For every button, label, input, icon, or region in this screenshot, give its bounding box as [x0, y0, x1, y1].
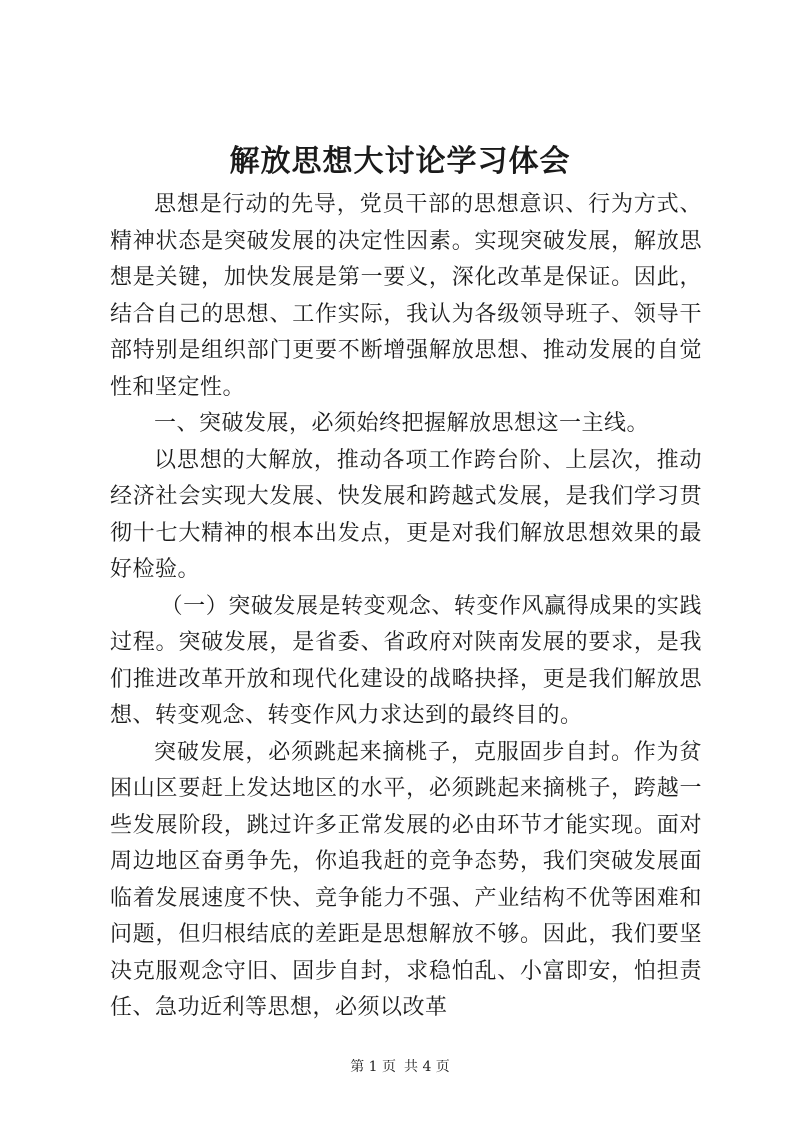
paragraph-subsection-one: （一）突破发展是转变观念、转变作风赢得成果的实践过程。突破发展，是省委、省政府对陕南发展的要求，是我们推进改革开放和现代化建设的战略抉择，更是我们解放思想、转变观念、转变作风力求达到的最终目的。	[110, 593, 702, 728]
document-body	[110, 187, 702, 1027]
page-total: 共 4 页	[404, 1059, 450, 1075]
page-footer	[0, 1057, 800, 1077]
page-number: 第 1 页	[350, 1059, 396, 1075]
paragraph-intro: 思想是行动的先导，党员干部的思想意识、行为方式、精神状态是突破发展的决定性因素。实现突破发展，解放思想是关键，加快发展是第一要义，深化改革是保证。因此，结合自己的思想、工作实际，我认为各级领导班子、领导干部特别是组织部门更要不断增强解放思想、推动发展的自觉性和坚定性。	[110, 192, 702, 400]
paragraph-section-one: 以思想的大解放，推动各项工作跨台阶、上层次，推动经济社会实现大发展、快发展和跨越式发展，是我们学习贯彻十七大精神的根本出发点，更是对我们解放思想效果的最好检验。	[110, 447, 702, 582]
document-title: 解放思想大讨论学习体会	[229, 144, 571, 179]
paragraph-breakthrough: 突破发展，必须跳起来摘桃子，克服固步自封。作为贫困山区要赶上发达地区的水平，必须跳起来摘桃子，跨越一些发展阶段，跳过许多正常发展的必由环节才能实现。面对周边地区奋勇争先，你追我赶的竞争态势，我们突破发展面临着发展速度不快、竞争能力不强、产业结构不优等困难和问题，但归根结底的差距是思想解放不够。因此，我们要坚决克服观念守旧、固步自封，求稳怕乱、小富即安，怕担责任、急功近利等思想，必须以改革	[110, 739, 702, 1020]
section-heading-one: 一、突破发展，必须始终把握解放思想这一主线。	[154, 411, 650, 436]
